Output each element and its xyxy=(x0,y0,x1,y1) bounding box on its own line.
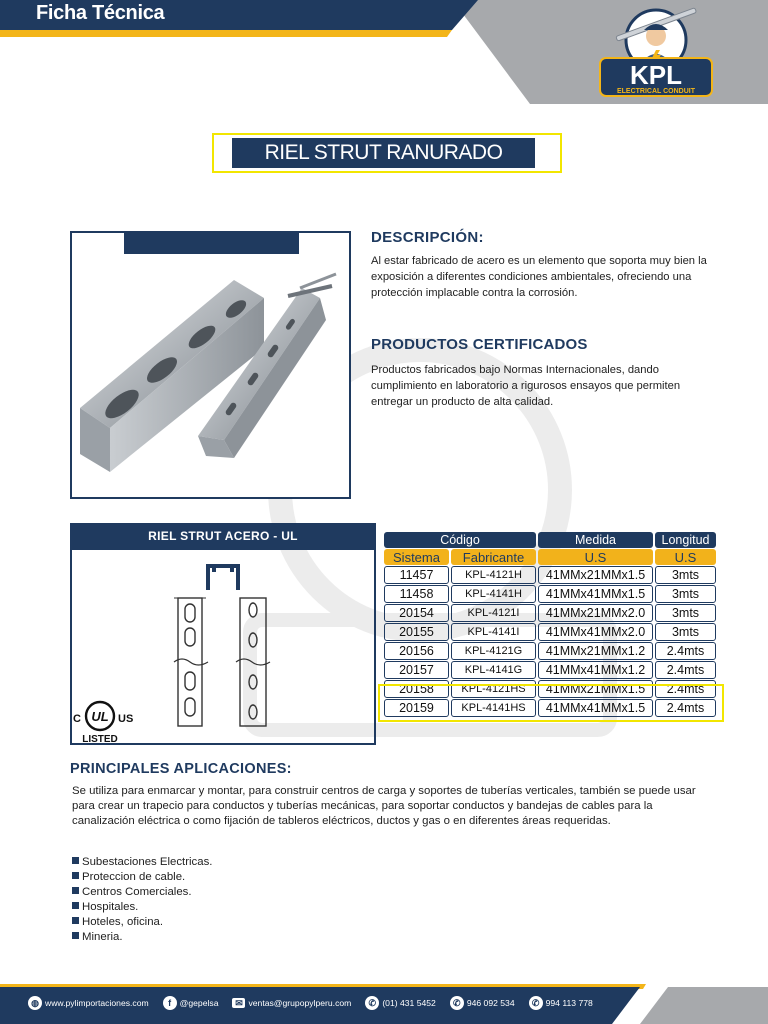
list-item xyxy=(72,900,212,915)
col-fabricante: Fabricante xyxy=(451,549,536,565)
footer-facebook[interactable] xyxy=(163,996,219,1010)
table-row xyxy=(384,623,716,641)
svg-text:ELECTRICAL CONDUIT: ELECTRICAL CONDUIT xyxy=(616,88,696,95)
bullet-icon xyxy=(72,932,79,939)
header-gold-stripe xyxy=(0,30,452,37)
bullet-icon xyxy=(72,872,79,879)
list-item-label: Centros Comerciales. xyxy=(82,886,192,898)
footer-web[interactable] xyxy=(28,996,149,1010)
cell-fabricante: KPL-4121H xyxy=(451,566,536,584)
ul-listed-mark xyxy=(70,690,140,746)
table-row xyxy=(384,566,716,584)
footer-facebook-label: @gepelsa xyxy=(179,998,219,1008)
col-codigo: Código xyxy=(384,532,536,548)
footer-phone-label: (01) 431 5452 xyxy=(382,998,436,1008)
page-title: RIEL STRUT RANURADO xyxy=(232,138,535,168)
phone-icon: ✆ xyxy=(365,996,379,1010)
cell-longitud: 2.4mts xyxy=(655,661,716,679)
footer-mobile-1-label: 946 092 534 xyxy=(466,998,515,1008)
table-highlight-frame xyxy=(378,684,724,722)
list-item-label: Subestaciones Electricas. xyxy=(82,856,213,868)
cell-longitud: 2.4mts xyxy=(655,642,716,660)
svg-text:KPL: KPL xyxy=(630,60,682,90)
cell-sistema: 20154 xyxy=(384,604,449,622)
cell-medida: 41MMx41MMx2.0 xyxy=(538,623,653,641)
cell-fabricante: KPL-4121G xyxy=(451,642,536,660)
bullet-icon xyxy=(72,887,79,894)
certified-heading: PRODUCTOS CERTIFICADOS xyxy=(371,336,588,353)
cell-medida: 41MMx21MMx1.5 xyxy=(538,680,653,698)
certified-text: Productos fabricados bajo Normas Internacionales, dando cumplimiento en laboratorio a rigurosos ensayos que permiten entregar un producto de alta calidad. xyxy=(371,364,681,408)
cell-sistema: 11457 xyxy=(384,566,449,584)
cell-longitud: 3mts xyxy=(655,623,716,641)
list-item xyxy=(72,855,212,870)
svg-text:US: US xyxy=(118,713,134,725)
cell-longitud: 2.4mts xyxy=(655,680,716,698)
table-row xyxy=(384,604,716,622)
col-longitud-unit: U.S xyxy=(655,549,716,565)
table-row xyxy=(384,661,716,679)
spec-table-subhead-row xyxy=(384,549,716,565)
mobile-icon: ✆ xyxy=(529,996,543,1010)
footer-mobile-1[interactable] xyxy=(450,996,515,1010)
list-item-label: Hoteles, oficina. xyxy=(82,916,164,928)
mobile-icon: ✆ xyxy=(450,996,464,1010)
cell-fabricante: KPL-4141I xyxy=(451,623,536,641)
description-heading: DESCRIPCIÓN: xyxy=(371,229,484,246)
svg-text:LISTED: LISTED xyxy=(82,734,118,745)
applications-heading: PRINCIPALES APLICACIONES: xyxy=(70,761,292,777)
col-medida: Medida xyxy=(538,532,653,548)
list-item xyxy=(72,930,212,945)
list-item-label: Hospitales. xyxy=(82,901,139,913)
col-sistema: Sistema xyxy=(384,549,449,565)
drawing-title: RIEL STRUT ACERO - UL xyxy=(70,523,376,550)
bullet-icon xyxy=(72,917,79,924)
list-item xyxy=(72,885,212,900)
cell-sistema: 20156 xyxy=(384,642,449,660)
footer-email[interactable] xyxy=(232,998,351,1008)
cell-sistema: 11458 xyxy=(384,585,449,603)
footer-mobile-2[interactable] xyxy=(529,996,593,1010)
spec-table-head-row xyxy=(384,532,716,548)
list-item-label: Mineria. xyxy=(82,931,123,943)
cell-sistema: 20157 xyxy=(384,661,449,679)
cell-fabricante: KPL-4141H xyxy=(451,585,536,603)
mail-icon: ✉ xyxy=(232,998,245,1008)
applications-list xyxy=(72,855,212,945)
cell-fabricante: KPL-4141HS xyxy=(451,699,536,717)
cell-sistema: 20155 xyxy=(384,623,449,641)
col-longitud: Longitud xyxy=(655,532,716,548)
facebook-icon: f xyxy=(163,996,177,1010)
footer-contacts xyxy=(28,996,593,1010)
description-text: Al estar fabricado de acero es un elemento que soporta muy bien la exposición a diferentes condiciones ambientales, ofreciendo una protección implacable contra la corrosión. xyxy=(371,255,707,299)
product-image-label-bar xyxy=(124,232,299,254)
footer-web-label: www.pylimportaciones.com xyxy=(45,998,149,1008)
applications-text: Se utiliza para enmarcar y montar, para construir centros de carga y soportes de tuberías verticales, también se puede usar para crear un trapecio para conductos y tuberías mecánicas, para soportar conductos y bandejas de cables para la canalización eléctrica o como fijación de tableros eléctricos, ductos y gas o en diferentes áreas requeridas. xyxy=(72,785,696,827)
cell-fabricante: KPL-4141G xyxy=(451,661,536,679)
cell-longitud: 3mts xyxy=(655,585,716,603)
bullet-icon xyxy=(72,902,79,909)
cell-longitud: 3mts xyxy=(655,604,716,622)
list-item xyxy=(72,915,212,930)
footer-phone[interactable] xyxy=(365,996,436,1010)
cell-medida: 41MMx21MMx1.5 xyxy=(538,566,653,584)
cell-medida: 41MMx41MMx1.2 xyxy=(538,661,653,679)
cell-medida: 41MMx21MMx2.0 xyxy=(538,604,653,622)
cell-fabricante: KPL-4121HS xyxy=(451,680,536,698)
strut-channel-photo xyxy=(74,258,348,494)
svg-text:C: C xyxy=(73,713,81,725)
table-row xyxy=(384,642,716,660)
strut-technical-drawing xyxy=(170,560,282,732)
svg-text:UL: UL xyxy=(91,709,109,724)
table-row xyxy=(384,585,716,603)
header-title: Ficha Técnica xyxy=(36,2,165,24)
cell-medida: 41MMx21MMx1.2 xyxy=(538,642,653,660)
footer-mobile-2-label: 994 113 778 xyxy=(545,998,593,1008)
kpl-logo xyxy=(596,6,716,100)
bullet-icon xyxy=(72,857,79,864)
globe-icon: ◍ xyxy=(28,996,42,1010)
list-item-label: Proteccion de cable. xyxy=(82,871,186,883)
footer-email-label: ventas@grupopylperu.com xyxy=(248,998,352,1008)
col-medida-unit: U.S xyxy=(538,549,653,565)
cell-sistema: 20158 xyxy=(384,680,449,698)
cell-medida: 41MMx41MMx1.5 xyxy=(538,699,653,717)
cell-longitud: 3mts xyxy=(655,566,716,584)
cell-sistema: 20159 xyxy=(384,699,449,717)
cell-medida: 41MMx41MMx1.5 xyxy=(538,585,653,603)
list-item xyxy=(72,870,212,885)
footer-grey-corner xyxy=(640,987,768,1024)
cell-fabricante: KPL-4121I xyxy=(451,604,536,622)
cell-longitud: 2.4mts xyxy=(655,699,716,717)
